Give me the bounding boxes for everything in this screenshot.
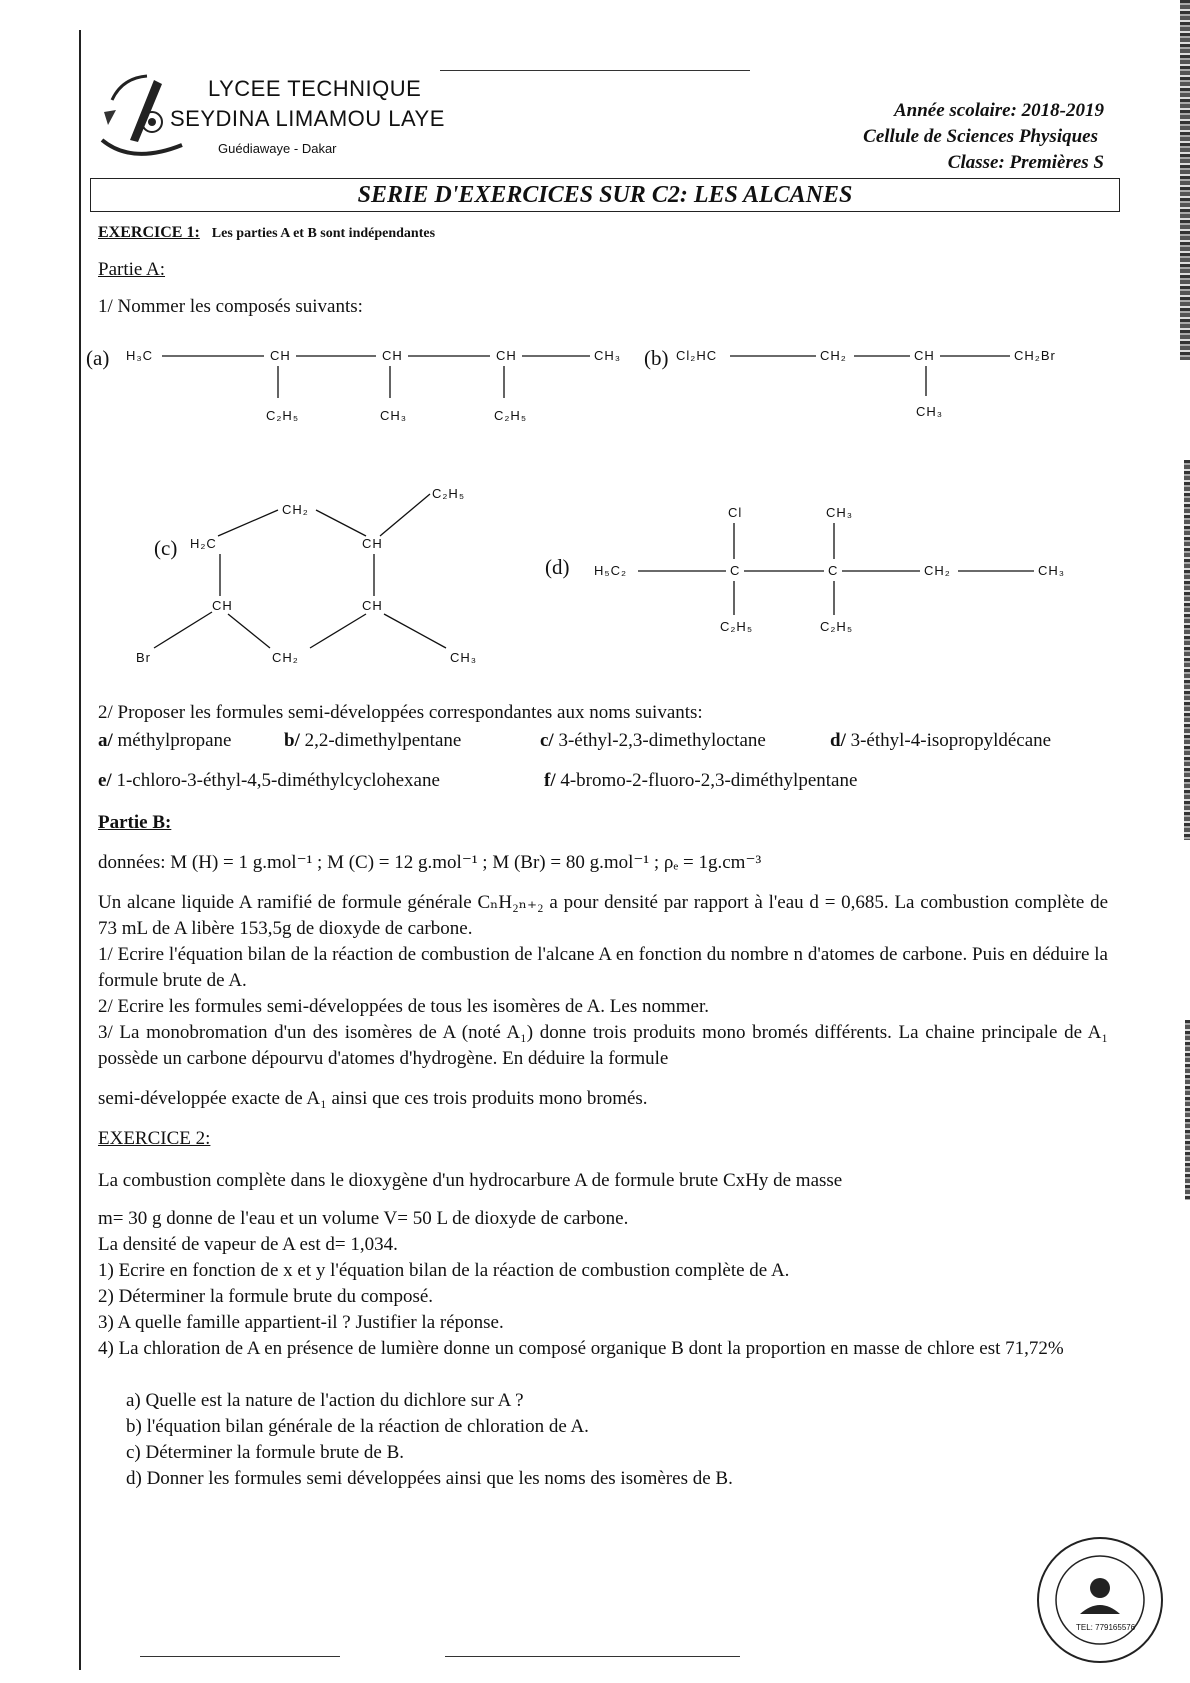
struct-d-c1: H₅C₂ bbox=[594, 563, 628, 578]
struct-d-top2: Cl bbox=[728, 505, 743, 520]
struct-a-s3: CH₃ bbox=[380, 408, 408, 423]
teacher-stamp bbox=[1030, 1530, 1170, 1670]
struct-a-s4: C₂H₅ bbox=[494, 408, 528, 423]
struct-d-c5: CH₃ bbox=[1038, 563, 1066, 578]
scan-edge-mark bbox=[1185, 1020, 1190, 1200]
struct-c-bl: CH bbox=[212, 598, 233, 613]
exercise-1-note: Les parties A et B sont indépendantes bbox=[211, 226, 436, 241]
name-a: a/ méthylpropane bbox=[98, 730, 232, 751]
struct-c-sub-bl: Br bbox=[136, 650, 151, 665]
struct-c-tr: CH bbox=[362, 536, 383, 551]
struct-b-c2: CH₂ bbox=[820, 348, 847, 363]
struct-c-sub-tr: C₂H₅ bbox=[432, 486, 466, 501]
exercise-1-heading bbox=[98, 224, 435, 242]
school-location: Guédiawaye - Dakar bbox=[218, 141, 337, 156]
part-a-heading: Partie A: bbox=[98, 259, 166, 280]
left-margin-line bbox=[79, 30, 81, 1670]
page-title: SERIE D'EXERCICES SUR C2: LES ALCANES bbox=[357, 182, 853, 208]
struct-b-c4: CH₂Br bbox=[1014, 348, 1056, 363]
title-box bbox=[90, 178, 1120, 212]
struct-a-c4: CH bbox=[496, 348, 517, 363]
partb-q3: 3/ La monobromation d'un des isomères de A (noté A₁) donne trois produits mono bromés différents. La chaine principale de A₁ possède un carbone dépourvu d'atomes d'hydrogène. En déduire la formule bbox=[98, 1022, 1108, 1069]
ex2-q4a: a) Quelle est la nature de l'action du dichlore sur A ? bbox=[126, 1390, 524, 1411]
structure-b bbox=[672, 340, 1092, 420]
label-b: (b) bbox=[644, 346, 669, 370]
label-d: (d) bbox=[545, 555, 570, 579]
partb-q2: 2/ Ecrire les formules semi-développées de tous les isomères de A. Les nommer. bbox=[98, 996, 710, 1017]
ex2-q2: 2) Déterminer la formule brute du composé. bbox=[98, 1286, 434, 1307]
ex2-q3: 3) A quelle famille appartient-il ? Justifier la réponse. bbox=[98, 1312, 504, 1333]
structure-a bbox=[120, 340, 640, 430]
footer-rule-center bbox=[445, 1656, 740, 1657]
struct-c-top: CH₂ bbox=[282, 502, 309, 517]
ex2-line2: m= 30 g donne de l'eau et un volume V= 50 L de dioxyde de carbone. bbox=[98, 1208, 629, 1229]
stamp-tel: TEL: 779165576 bbox=[1076, 1623, 1136, 1632]
partb-intro: Un alcane liquide A ramifié de formule générale CₙH₂ₙ₊₂ a pour densité par rapport à l'eau d = 0,685. La combustion complète de 73 mL de A libère 153,5g de dioxyde de carbone. bbox=[98, 892, 1108, 939]
struct-b-c3: CH bbox=[914, 348, 935, 363]
scan-edge-mark bbox=[1184, 460, 1190, 840]
struct-a-s2: C₂H₅ bbox=[266, 408, 300, 423]
struct-c-sub-br: CH₃ bbox=[450, 650, 478, 665]
name-b: b/ 2,2-dimethylpentane bbox=[284, 730, 462, 751]
ex2-q4d: d) Donner les formules semi développées ainsi que les noms des isomères de B. bbox=[126, 1468, 733, 1489]
name-e: e/ 1-chloro-3-éthyl-4,5-diméthylcyclohexane bbox=[98, 770, 440, 791]
school-name-line1: LYCEE TECHNIQUE bbox=[208, 76, 422, 101]
scan-edge-mark bbox=[1180, 0, 1190, 360]
footer-rule-left bbox=[140, 1656, 340, 1657]
struct-d-c4: CH₂ bbox=[924, 563, 951, 578]
ex2-line3: La densité de vapeur de A est d= 1,034. bbox=[98, 1234, 398, 1255]
struct-a-c2: CH bbox=[270, 348, 291, 363]
exercise-1-title: EXERCICE 1: bbox=[98, 224, 200, 241]
struct-d-top3: CH₃ bbox=[826, 505, 854, 520]
ex2-q4b: b) l'équation bilan générale de la réaction de chloration de A. bbox=[126, 1416, 589, 1437]
top-rule bbox=[440, 70, 750, 71]
struct-c-br: CH bbox=[362, 598, 383, 613]
school-name-line2: SEYDINA LIMAMOU LAYE bbox=[170, 106, 445, 131]
struct-d-c3: C bbox=[828, 563, 839, 578]
part-b-heading: Partie B: bbox=[98, 812, 172, 833]
data-line: données: M (H) = 1 g.mol⁻¹ ; M (C) = 12 g.mol⁻¹ ; M (Br) = 80 g.mol⁻¹ ; ρₑ = 1g.cm⁻³ bbox=[98, 852, 762, 873]
structure-c bbox=[130, 480, 510, 670]
school-year: Année scolaire: 2018-2019 bbox=[893, 100, 1104, 121]
exercise-2-heading: EXERCICE 2: bbox=[98, 1128, 211, 1149]
question-2: 2/ Proposer les formules semi-développées correspondantes aux noms suivants: bbox=[98, 702, 703, 723]
partb-q3-end: semi-développée exacte de A₁ ainsi que ces trois produits mono bromés. bbox=[98, 1088, 648, 1109]
struct-a-c3: CH bbox=[382, 348, 403, 363]
partb-q1: 1/ Ecrire l'équation bilan de la réaction de combustion de l'alcane A en fonction du nombre n d'atomes de carbone. Puis en déduire la formule brute de A. bbox=[98, 944, 1108, 991]
name-c: c/ 3-éthyl-2,3-dimethyloctane bbox=[540, 730, 766, 751]
struct-a-c5: CH₃ bbox=[594, 348, 622, 363]
struct-d-c2: C bbox=[730, 563, 741, 578]
label-a: (a) bbox=[86, 346, 110, 370]
struct-c-tl: H₂C bbox=[190, 536, 217, 551]
name-f: f/ 4-bromo-2-fluoro-2,3-diméthylpentane bbox=[544, 770, 858, 791]
struct-a-c1: H₃C bbox=[126, 348, 154, 363]
struct-b-s3: CH₃ bbox=[916, 404, 944, 419]
struct-b-c1: Cl₂HC bbox=[676, 348, 718, 363]
ex2-line1: La combustion complète dans le dioxygène d'un hydrocarbure A de formule brute CxHy de masse bbox=[98, 1170, 843, 1191]
question-1: 1/ Nommer les composés suivants: bbox=[98, 296, 363, 317]
ex2-q1: 1) Ecrire en fonction de x et y l'équation bilan de la réaction de combustion complète de A. bbox=[98, 1260, 790, 1281]
struct-d-bot3: C₂H₅ bbox=[820, 619, 854, 634]
struct-d-bot2: C₂H₅ bbox=[720, 619, 754, 634]
structure-d bbox=[590, 495, 1090, 635]
ex2-q4c: c) Déterminer la formule brute de B. bbox=[126, 1442, 405, 1463]
ex2-q4: 4) La chloration de A en présence de lumière donne un composé organique B dont la proportion en masse de chlore est 71,72% bbox=[98, 1338, 1064, 1359]
struct-c-bottom: CH₂ bbox=[272, 650, 299, 665]
class-level: Classe: Premières S bbox=[947, 152, 1104, 173]
label-c: (c) bbox=[154, 536, 178, 560]
department: Cellule de Sciences Physiques bbox=[863, 126, 1098, 147]
name-d: d/ 3-éthyl-4-isopropyldécane bbox=[830, 730, 1052, 751]
